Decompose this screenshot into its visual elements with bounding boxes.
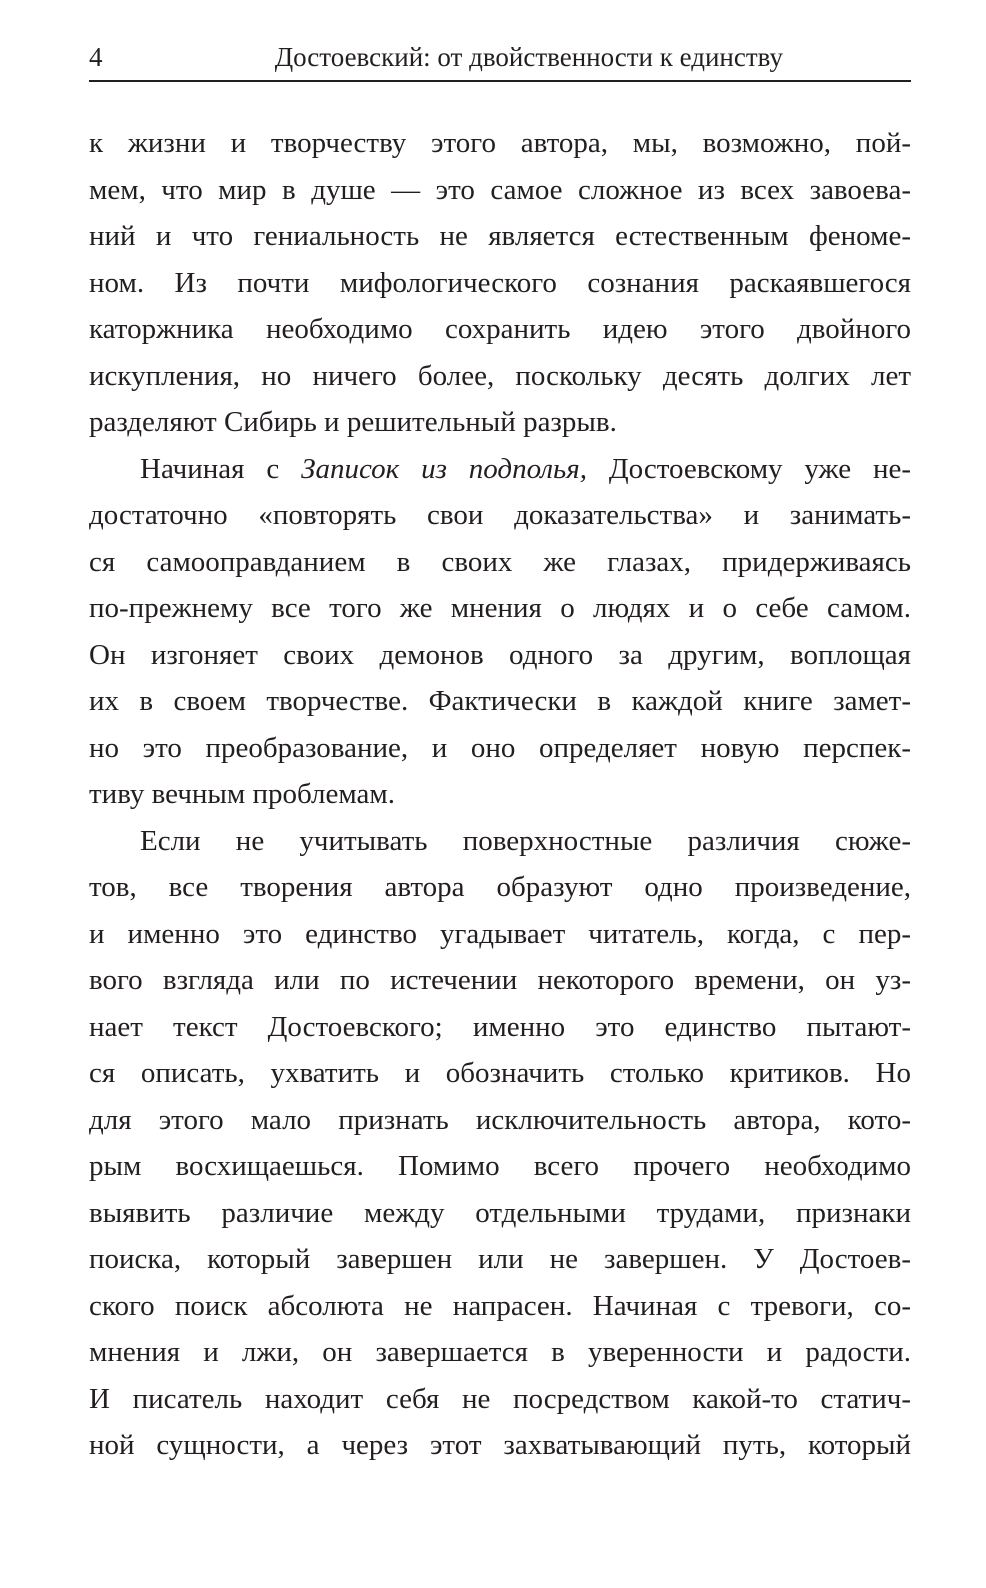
text-line: И писатель находит себя не посредством какой-то статич- — [89, 1382, 911, 1415]
text-line: искупления, но ничего более, поскольку десять долгих лет — [89, 359, 911, 392]
text-line: Он изгоняет своих демонов одного за другим, воплощая — [89, 638, 911, 671]
running-title: Достоевский: от двойственности к единству — [274, 42, 783, 72]
text-line: ся описать, ухватить и обозначить столько критиков. Но — [89, 1057, 911, 1089]
text-line: и именно это единство угадывает читатель, когда, с пер- — [89, 917, 911, 950]
text-line: для этого мало признать исключительность автора, кото- — [89, 1103, 911, 1136]
text-line: каторжника необходимо сохранить идею этого двойного — [89, 313, 911, 345]
paragraph — [89, 120, 911, 446]
text-line: поиска, который завершен или не завершен. У Достоев- — [89, 1243, 911, 1275]
text-line: ского поиск абсолюта не напрасен. Начиная с тревоги, со- — [89, 1289, 911, 1322]
text-line: но это преобразование, и оно определяет новую перспек- — [89, 731, 911, 764]
text-line: их в своем творчестве. Фактически в каждой книге замет- — [89, 685, 911, 717]
text-line: достаточно «повторять свои доказательства» и занимать- — [89, 499, 911, 531]
text-line: ном. Из почти мифологического сознания раскаявшегося — [89, 266, 911, 299]
running-header — [89, 40, 911, 82]
text-line: ной сущности, а через этот захватывающий путь, который — [89, 1429, 911, 1461]
page-number: 4 — [89, 42, 103, 72]
text-line: тов, все творения автора образуют одно произведение, — [89, 871, 911, 903]
text-run: Достоевскому уже не- — [586, 452, 912, 485]
text-line: по-прежнему все того же мнения о людях и о себе самом. — [89, 592, 911, 624]
text-line: вого взгляда или по истечении некоторого времени, он уз- — [89, 964, 911, 996]
book-title-italic: Записок из подполья, — [301, 452, 587, 485]
paragraph — [89, 446, 911, 818]
book-page — [89, 0, 911, 1588]
text-line: выявить различие между отдельными трудами, признаки — [89, 1196, 911, 1229]
text-line: ся самооправданием в своих же глазах, придерживаясь — [89, 545, 911, 578]
paragraph — [89, 818, 911, 1469]
text-line: рым восхищаешься. Помимо всего прочего необходимо — [89, 1150, 911, 1182]
text-line: разделяют Сибирь и решительный разрыв. — [89, 406, 617, 438]
text-line: тиву вечным проблемам. — [89, 778, 396, 810]
text-line: мнения и лжи, он завершается в уверенности и радости. — [89, 1336, 911, 1368]
body-text — [89, 120, 911, 1469]
text-line: мем, что мир в душе — это самое сложное из всех завоева- — [89, 173, 911, 206]
text-line: нает текст Достоевского; именно это единство пытают- — [89, 1010, 911, 1043]
text-line: к жизни и творчеству этого автора, мы, возможно, пой- — [89, 127, 911, 159]
text-run: Начиная с — [140, 452, 302, 485]
text-line — [89, 446, 911, 493]
text-line: Если не учитывать поверхностные различия сюже- — [140, 824, 911, 857]
text-line: ний и что гениальность не является естественным феноме- — [89, 220, 911, 252]
